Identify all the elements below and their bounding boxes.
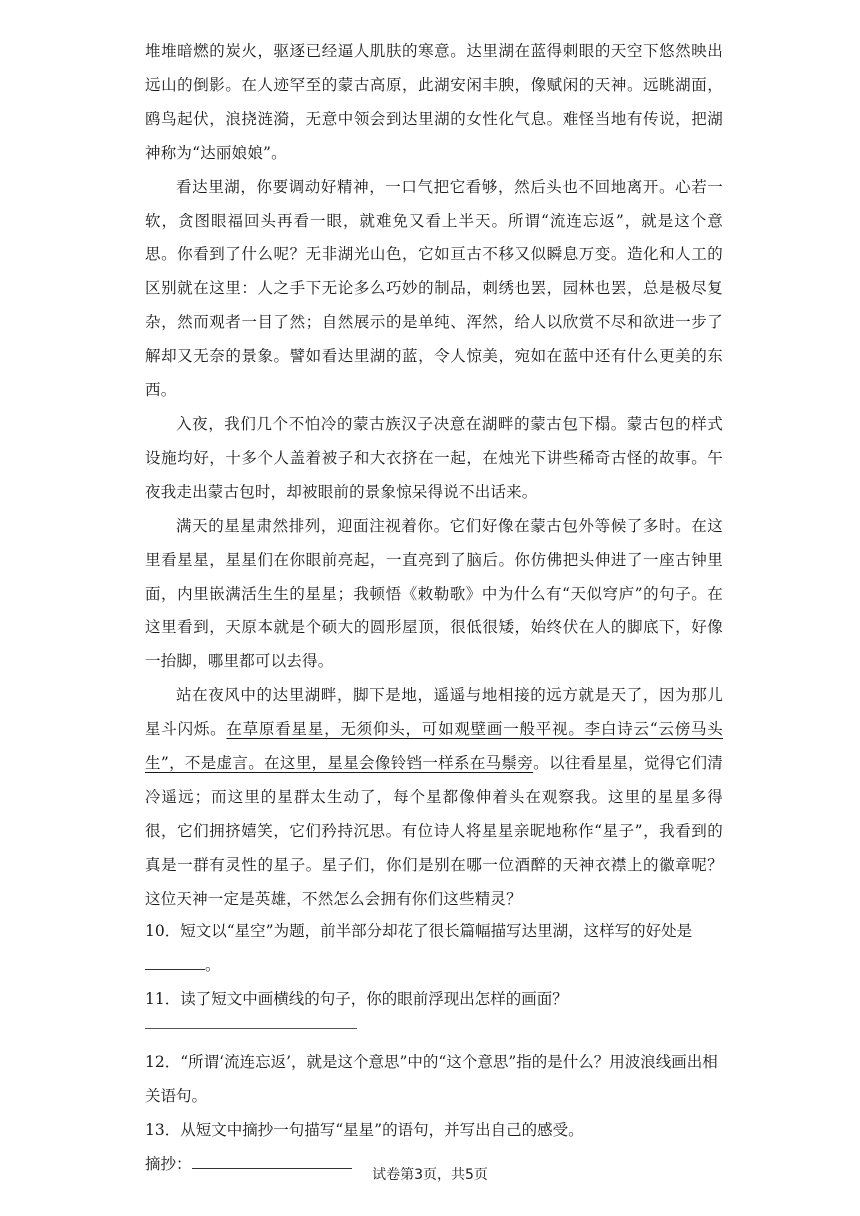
- question-10-end: 。: [205, 956, 221, 974]
- page-footer: 试卷第3页，共5页: [372, 1167, 488, 1183]
- reading-passage: [145, 35, 723, 917]
- paragraph-1: 堆堆暗燃的炭火，驱逐已经逼人肌肤的寒意。达里湖在蓝得刺眼的天空下悠然映出远山的倒影。在人迹罕至的蒙古高原，此湖安闲丰腴，像赋闲的天神。远眺湖面，鸥鸟起伏，浪挠涟漪，无意中领会到达里湖的女性化气息。难怪当地有传说，把湖神称为“达丽娘娘”。: [145, 42, 723, 162]
- paragraph-5-start: 站在夜风中的达里湖畔，脚下是地，遥遥与地相接的远方就是天了，因为那儿星斗闪烁。: [145, 686, 723, 739]
- answer-blank-10[interactable]: [145, 951, 205, 970]
- question-13: 13．从短文中摘抄一句描写“星星”的语句，并写出自己的感受。: [145, 1121, 584, 1139]
- question-12: 12．“所谓‘流连忘返’，就是这个意思”中的“这个意思”指的是什么？用波浪线画出相关语句。: [145, 1053, 718, 1105]
- question-10: [145, 914, 723, 982]
- question-11: 11．读了短文中画横线的句子，你的眼前浮现出怎样的画面？: [145, 990, 568, 1008]
- paragraph-5: [145, 679, 723, 916]
- paragraph-3: 入夜，我们几个不怕冷的蒙古族汉子决意在湖畔的蒙古包下榻。蒙古包的样式设施均好，十多个人盖着被子和大衣挤在一起，在烛光下讲些稀奇古怪的故事。午夜我走出蒙古包时，却被眼前的景象惊呆得说不出话来。: [145, 414, 723, 501]
- answer-line-11[interactable]: [145, 1016, 357, 1029]
- paragraph-5-end: 。以往看星星，觉得它们清冷遥远；而这里的星群太生动了，每个星都像伸着头在观察我。这里的星星多得很，它们拥挤嬉笑，它们矜持沉思。有位诗人将星星亲昵地称作“星子”，我看到的真是一群有灵性的星子。星子们，你们是别在哪一位酒醉的天神衣襟上的徽章呢？这位天神一定是英雄，不然怎么会拥有你们这些精灵？: [145, 754, 723, 908]
- paragraph-4: 满天的星星肃然排列，迎面注视着你。它们好像在蒙古包外等候了多时。在这里看星星，星星们在你眼前亮起，一直亮到了脑后。你仿佛把头伸进了一座古钟里面，内里嵌满活生生的星星；我顿悟《敕勒歌》中为什么有“天似穹庐”的句子。在这里看到，天原本就是个硕大的圆形屋顶，很低很矮，始终伏在人的脚底下，好像一抬脚，哪里都可以去得。: [145, 516, 723, 671]
- questions-section: [145, 914, 723, 1181]
- question-10-text: 10．短文以“星空”为题，前半部分却花了很长篇幅描写达里湖，这样写的好处是: [145, 922, 693, 940]
- paragraph-2: 看达里湖，你要调动好精神，一口气把它看够，然后头也不回地离开。心若一软，贪图眼福回头再看一眼，就难免又看上半天。所谓“流连忘返”，就是这个意思。你看到了什么呢？无非湖光山色，它如亘古不移又似瞬息万变。造化和人工的区别就在这里：人之手下无论多么巧妙的制品，刺绣也罢，园林也罢，总是极尽复杂，然而观者一目了然；自然展示的是单纯、浑然，给人以欣赏不尽和欲进一步了解却又无奈的景象。譬如看达里湖的蓝，令人惊美，宛如在蓝中还有什么更美的东西。: [145, 177, 723, 400]
- underlined-sentence: 在草原看星星，无须仰头，可如观壁画一般平视。李白诗云“云傍马头生”，不是虚言。在这里，星星会像铃铛一样系在马鬃旁: [145, 720, 723, 773]
- excerpt-label: 摘抄：: [145, 1155, 192, 1173]
